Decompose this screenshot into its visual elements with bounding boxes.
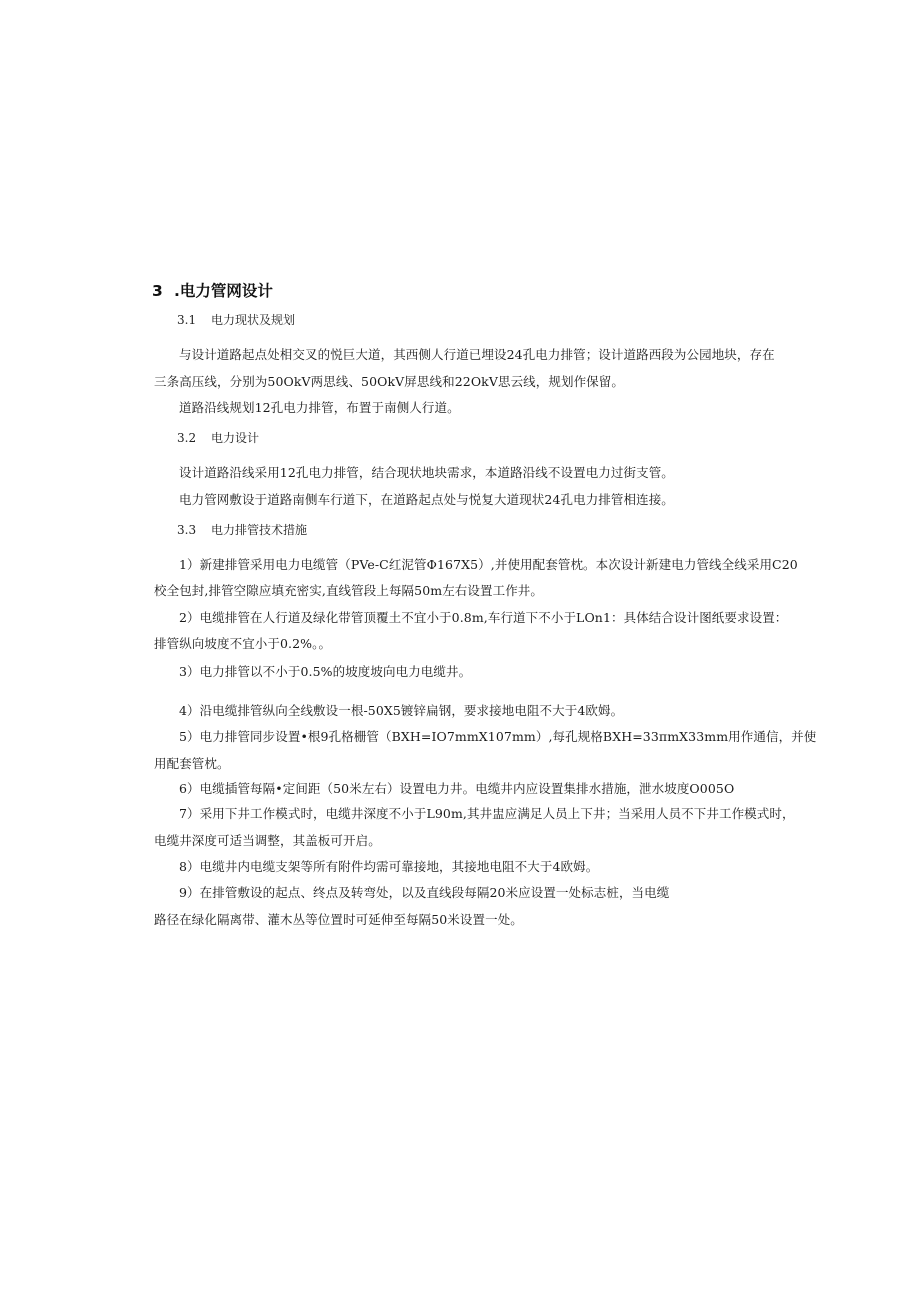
list-item-line: 9）在排管敷设的起点、终点及转弯处，以及直线段每隔20米应设置一处标志桩，当电缆: [179, 885, 670, 900]
subsection-heading-3-2: [177, 429, 259, 446]
subsection-title: 电力设计: [211, 431, 260, 445]
paragraph-line: 三条高压线，分别为50OkV两思线、50OkV屏思线和22OkV思云线，规划作保留。: [154, 374, 624, 389]
subsection-number: 3.3: [177, 523, 197, 537]
section-heading: [152, 279, 273, 301]
paragraph-line: 电力管网敷设于道路南侧车行道下，在道路起点处与悦复大道现状24孔电力排管相连接。: [179, 492, 674, 507]
paragraph-line: 与设计道路起点处相交叉的悦巨大道，其西侧人行道已埋设24孔电力排管；设计道路西段为公园地块，存在: [179, 347, 775, 362]
list-item-line: 8）电缆井内电缆支架等所有附件均需可靠接地，其接地电阻不大于4欧姆。: [179, 859, 599, 874]
list-item-line: 1）新建排管采用电力电缆管（PVe-C红泥管Φ167X5）,并使用配套管枕。本次设计新建电力管线全线采用C20: [179, 557, 798, 572]
subsection-heading-3-3: [177, 521, 307, 538]
subsection-number: 3.2: [177, 431, 197, 445]
paragraph-line: 设计道路沿线采用12孔电力排管，结合现状地块需求，本道路沿线不设置电力过街支管。: [179, 465, 674, 480]
list-item-line: 7）采用下井工作模式时，电缆井深度不小于L90m,其井盅应满足人员上下井；当采用人员不下井工作模式时，: [179, 806, 795, 821]
section-number: 3: [152, 282, 163, 300]
list-item-line: 电缆井深度可适当调整，其盖板可开启。: [154, 833, 381, 848]
list-item-line: 5）电力排管同步设置•根9孔格栅管（BXH=IO7mmX107mm）,每孔规格BXH=33πmX33mm用作通信，并使: [179, 729, 817, 744]
list-item-line: 4）沿电缆排管纵向全线敷设一根-50X5镀锌扁钢，要求接地电阻不大于4欧姆。: [179, 703, 624, 718]
list-item-line: 路径在绿化隔离带、灌木丛等位置时可延伸至每隔50米设置一处。: [154, 912, 523, 927]
subsection-number: 3.1: [177, 313, 197, 327]
list-item-line: 6）电缆插管每隔•定间距（50米左右）设置电力井。电缆井内应设置集排水措施，泄水坡度O005O: [179, 781, 735, 796]
list-item-line: 用配套管枕。: [154, 756, 230, 771]
list-item-line: 排管纵向坡度不宜小于0.2%。。: [154, 636, 332, 651]
section-title: .电力管网设计: [174, 282, 273, 300]
subsection-title: 电力排管技术措施: [211, 523, 308, 537]
list-item-line: 校全包封,排管空隙应填充密实,直线管段上每隔50m左右设置工作井。: [154, 583, 544, 598]
list-item-line: 3）电力排管以不小于0.5%的坡度坡向电力电缆井。: [179, 664, 472, 679]
subsection-heading-3-1: [177, 311, 295, 328]
paragraph-line: 道路沿线规划12孔电力排管，布置于南侧人行道。: [179, 400, 460, 415]
list-item-line: 2）电缆排管在人行道及绿化带管顶覆土不宜小于0.8m,车行道下不小于LOn1：具体结合设计图纸要求设置：: [179, 610, 788, 625]
subsection-title: 电力现状及规划: [211, 313, 296, 327]
